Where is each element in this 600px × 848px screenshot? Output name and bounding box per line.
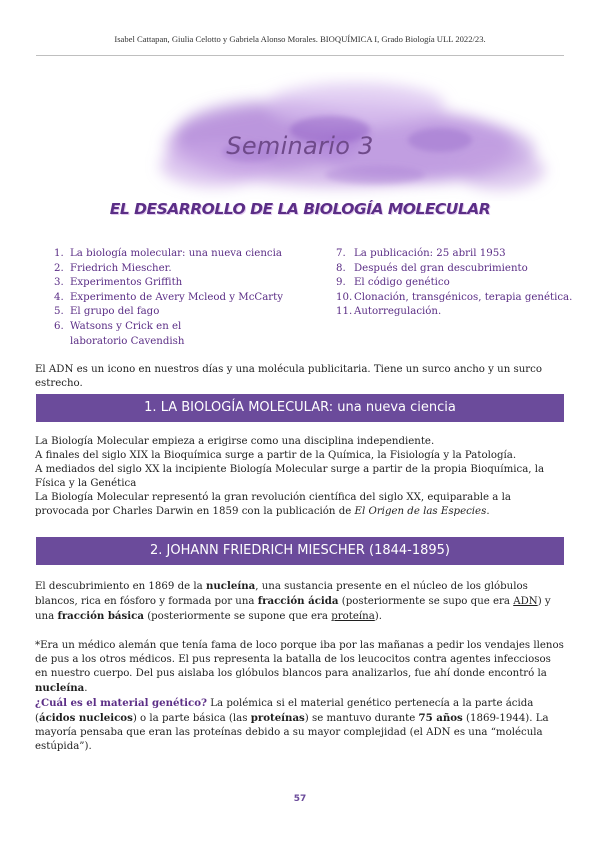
toc-item bbox=[54, 276, 304, 291]
toc-item-text: Autorregulación. bbox=[354, 306, 442, 318]
toc-item-text: Watsons y Crick en el laboratorio Cavendish bbox=[70, 320, 185, 347]
term-proteina: proteína bbox=[331, 611, 375, 622]
toc-item bbox=[54, 320, 234, 349]
text-run: (posteriormente se supo que era bbox=[338, 596, 514, 607]
toc-item bbox=[54, 262, 304, 277]
text-run: ) o la parte básica (las bbox=[132, 713, 251, 724]
section-2-heading: 2. JOHANN FRIEDRICH MIESCHER (1844-1895) bbox=[36, 537, 564, 565]
text-run: ). bbox=[374, 611, 383, 622]
section-1-line bbox=[35, 491, 565, 519]
header-divider bbox=[36, 55, 564, 56]
section-1-line: A finales del siglo XIX la Bioquímica surge a partir de la Química, la Fisiología y la Patología. bbox=[35, 450, 517, 461]
toc-item-text: Después del gran descubrimiento bbox=[354, 262, 528, 274]
table-of-contents-left bbox=[54, 247, 304, 349]
toc-item-number: 1. bbox=[54, 248, 64, 259]
toc-item bbox=[336, 247, 576, 262]
text-run: , una sustancia presente en el núcleo de los glóbulos blancos, rica en fósforo y formada por una bbox=[35, 581, 528, 607]
term-fraccion-acida: fracción ácida bbox=[257, 595, 339, 607]
section-2-paragraph-1 bbox=[35, 579, 565, 624]
text-run: *Era un médico alemán que tenía fama de loco porque iba por las mañanas a pedir los vendajes llenos de pus a los otros médicos. El pus representa la batalla de los leucocitos contra agentes infecciosos en nuestro cuerpo. Del pus aislaba los glóbulos blancos para analizarlos, fue ahí donde encontró la bbox=[35, 640, 564, 679]
toc-item bbox=[336, 291, 576, 306]
toc-item-text: La publicación: 25 abril 1953 bbox=[354, 248, 506, 259]
section-1-text: . bbox=[486, 506, 490, 517]
toc-item-number: 6. bbox=[54, 320, 64, 332]
toc-item-text: Experimento de Avery Mcleod y McCarty bbox=[70, 291, 283, 303]
table-of-contents-right bbox=[336, 247, 576, 320]
toc-item-number: 11. bbox=[336, 306, 353, 318]
question-highlight: ¿Cuál es el material genético? bbox=[35, 697, 208, 709]
toc-item-number: 8. bbox=[336, 262, 346, 274]
text-run: El descubrimiento en 1869 de la bbox=[35, 581, 206, 592]
section-1-line: La Biología Molecular empieza a erigirse como una disciplina independiente. bbox=[35, 436, 435, 447]
main-title: EL DESARROLLO DE LA BIOLOGÍA MOLECULAR bbox=[109, 200, 491, 218]
toc-item-text: Clonación, transgénicos, terapia genética. bbox=[354, 291, 573, 303]
text-run: ) y una bbox=[35, 596, 551, 622]
toc-item bbox=[54, 305, 304, 320]
toc-item bbox=[54, 291, 304, 306]
toc-item bbox=[336, 262, 576, 277]
seminar-title: Seminario 3 bbox=[226, 132, 374, 160]
toc-item bbox=[336, 276, 576, 291]
text-run: (1869-1944). La mayoría pensaba que eran las proteínas debido a su mayor complejidad (el ADN es una “molécula estúpida”). bbox=[35, 713, 549, 752]
term-75-anos: 75 años bbox=[418, 712, 463, 724]
term-nucleina: nucleína bbox=[35, 682, 85, 694]
toc-item-text: El grupo del fago bbox=[70, 306, 160, 318]
section-1-text: La Biología Molecular representó la gran revolución científica del siglo XX, equiparable a la provocada por Charles Darwin en 1859 con la publicación de bbox=[35, 492, 511, 517]
text-run: (posteriormente se supone que era bbox=[143, 611, 332, 622]
toc-item-number: 7. bbox=[336, 248, 346, 259]
toc-item-text: Friedrich Miescher. bbox=[70, 262, 172, 274]
toc-item-number: 5. bbox=[54, 306, 64, 318]
toc-item bbox=[54, 247, 304, 262]
toc-item-number: 10. bbox=[336, 291, 353, 303]
toc-item-number: 9. bbox=[336, 277, 346, 289]
term-acidos-nucleicos: ácidos nucleicos bbox=[38, 712, 133, 724]
section-1-line: A mediados del siglo XX la incipiente Biología Molecular surge a partir de la propia Bioquímica, la Física y la Genética bbox=[35, 464, 545, 489]
toc-item-number: 4. bbox=[54, 291, 64, 303]
toc-item-text: El código genético bbox=[354, 277, 450, 289]
text-run: La polémica si el material genético pertenecía a la parte ácida ( bbox=[35, 698, 534, 724]
term-adn: ADN bbox=[513, 596, 538, 607]
toc-item-text: Experimentos Griffith bbox=[70, 277, 183, 289]
book-title: El Origen de las Especies bbox=[354, 506, 487, 517]
running-header: Isabel Cattapan, Giulia Celotto y Gabriela Alonso Morales. BIOQUÍMICA I, Grado Biología ULL 2022/23. bbox=[114, 34, 486, 44]
text-run: . bbox=[84, 683, 88, 694]
term-nucleina: nucleína bbox=[205, 580, 256, 592]
section-2-paragraph-2 bbox=[35, 639, 565, 696]
term-proteinas: proteínas bbox=[250, 712, 305, 724]
intro-paragraph: El ADN es un icono en nuestros días y una molécula publicitaria. Tiene un surco ancho y un surco estrecho. bbox=[35, 364, 542, 389]
page-number: 57 bbox=[293, 794, 307, 804]
toc-item-number: 2. bbox=[54, 262, 64, 274]
toc-item-number: 3. bbox=[54, 277, 64, 289]
toc-item-text: La biología molecular: una nueva ciencia bbox=[70, 248, 282, 259]
section-1-body bbox=[35, 435, 565, 519]
term-fraccion-basica: fracción básica bbox=[57, 610, 144, 622]
section-2-paragraph-3 bbox=[35, 696, 565, 754]
toc-item bbox=[336, 305, 576, 320]
text-run: ) se mantuvo durante bbox=[304, 713, 419, 724]
section-1-heading: 1. LA BIOLOGÍA MOLECULAR: una nueva ciencia bbox=[36, 394, 564, 422]
